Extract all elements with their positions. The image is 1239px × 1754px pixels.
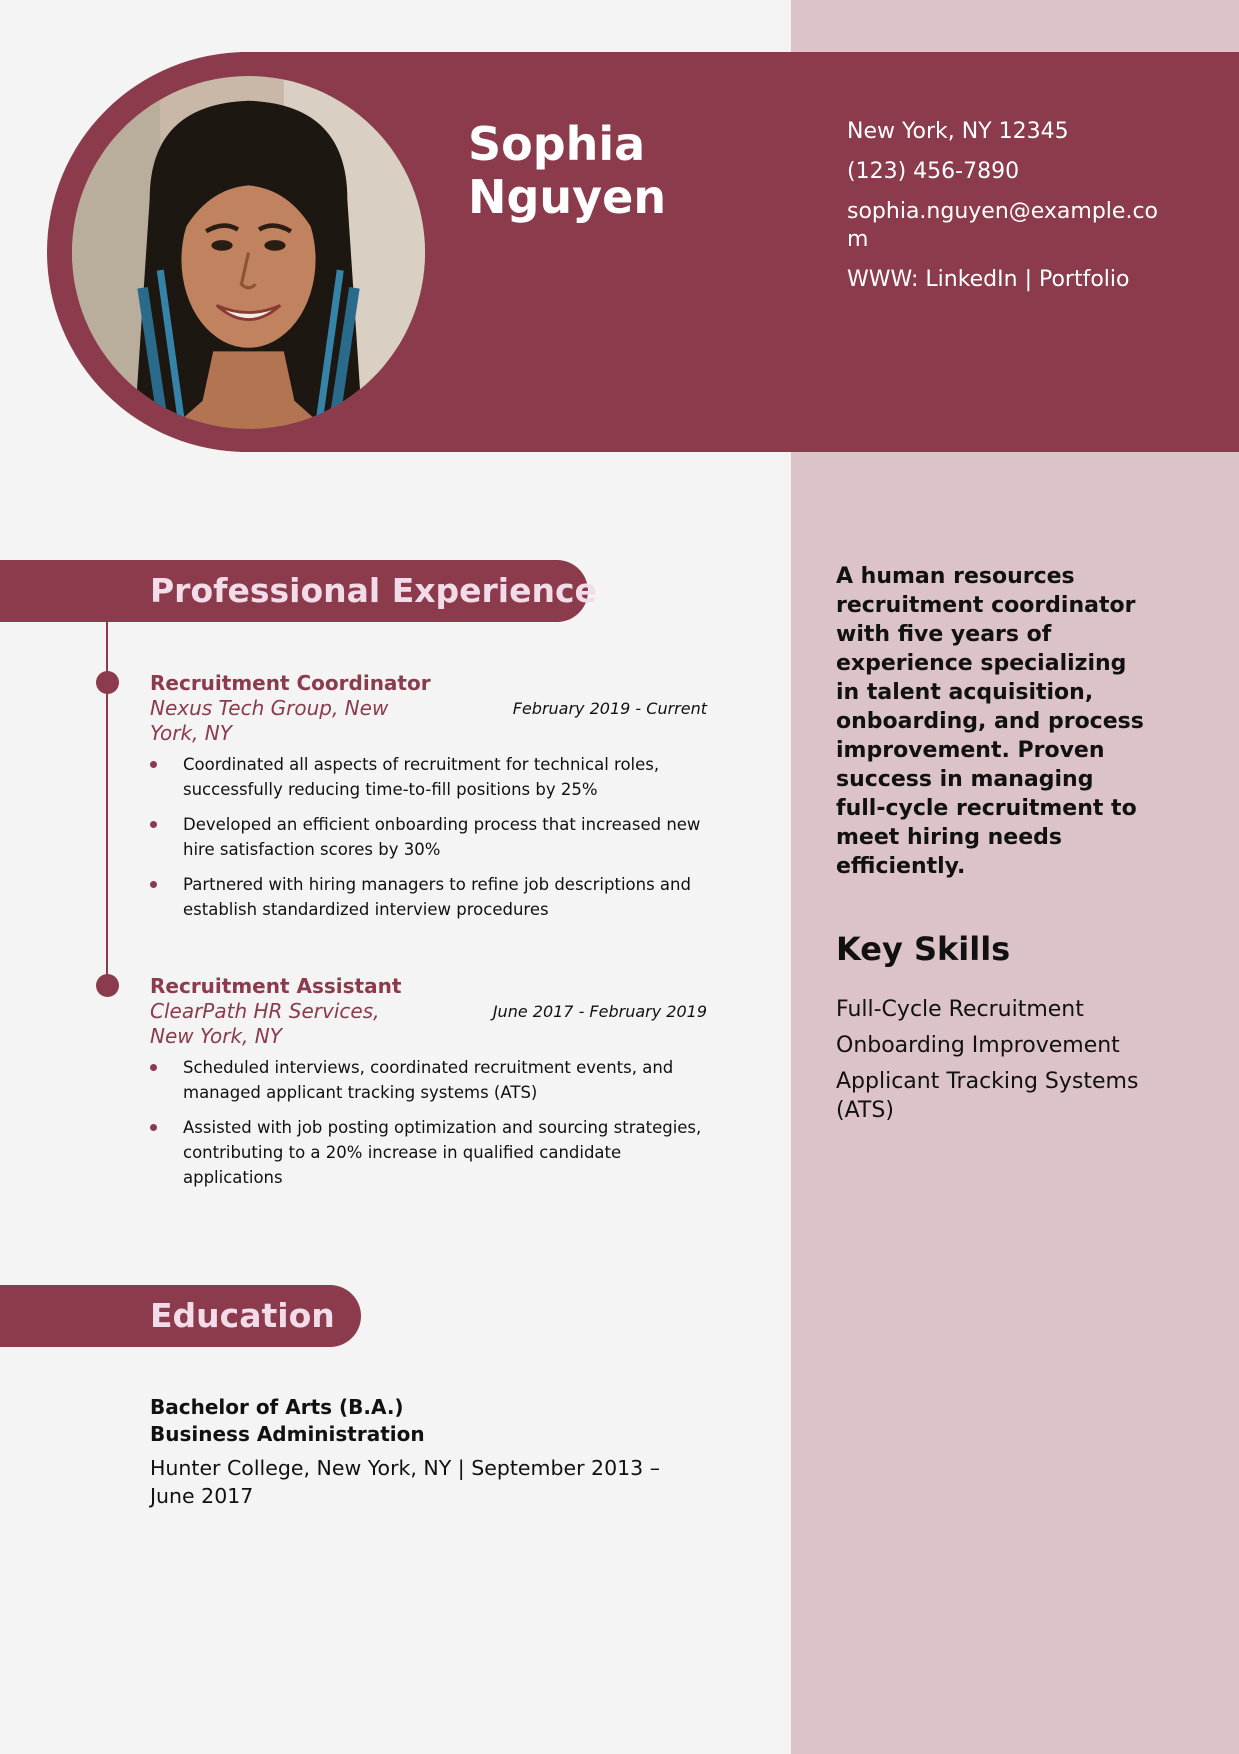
job-entry	[150, 973, 710, 1200]
contact-email[interactable]: sophia.nguyen@example.com	[847, 199, 1159, 252]
experience-heading: Professional Experience	[150, 571, 597, 610]
skills-heading: Key Skills	[836, 930, 1011, 968]
job-dates: June 2017 - February 2019	[492, 1002, 707, 1021]
job-dates: February 2019 - Current	[512, 699, 707, 718]
job-title: Recruitment Assistant	[150, 974, 402, 998]
job-company: Nexus Tech Group, New York, NY	[150, 696, 389, 745]
job-bullets	[150, 1055, 710, 1190]
professional-summary: A human resources recruitment coordinator with five years of experience specializing in talent acquisition, onboarding, and process improvement. Proven success in managing full-cycle recruitment to meet hiring needs efficiently.	[836, 564, 1144, 879]
degree-title: Bachelor of Arts (B.A.)	[150, 1395, 404, 1419]
contact-web-links[interactable]: WWW: LinkedIn | Portfolio	[847, 267, 1130, 292]
first-name: Sophia	[468, 117, 646, 171]
bullet-icon	[150, 821, 157, 828]
job-company: ClearPath HR Services, New York, NY	[150, 999, 380, 1048]
experience-heading-pill	[0, 560, 597, 622]
skill-item: Onboarding Improvement	[836, 1033, 1120, 1058]
education-entry	[150, 1394, 690, 1510]
job-bullet: Coordinated all aspects of recruitment for technical roles, successfully reducing time-to-fill positions by 25%	[150, 752, 710, 802]
last-name: Nguyen	[468, 170, 667, 224]
bullet-icon	[150, 1124, 157, 1131]
bullet-icon	[150, 881, 157, 888]
school-info: Hunter College, New York, NY | September 2013 – June 2017	[150, 1456, 660, 1508]
candidate-name	[468, 118, 768, 224]
portrait-photo	[72, 76, 425, 429]
education-heading: Education	[150, 1296, 335, 1335]
education-heading-pill	[0, 1285, 361, 1347]
job-title: Recruitment Coordinator	[150, 671, 431, 695]
contact-address: New York, NY 12345	[847, 119, 1069, 144]
skill-item: Full-Cycle Recruitment	[836, 997, 1084, 1022]
job-entry	[150, 670, 710, 932]
timeline-dot	[96, 671, 119, 694]
degree-field: Business Administration	[150, 1422, 425, 1446]
contact-info	[847, 118, 1162, 306]
job-bullet: Assisted with job posting optimization and sourcing strategies, contributing to a 20% increase in qualified candidate applications	[150, 1115, 710, 1190]
job-bullets	[150, 752, 710, 922]
contact-phone: (123) 456-7890	[847, 159, 1020, 184]
skills-list	[836, 995, 1166, 1132]
timeline-dot	[96, 974, 119, 997]
job-bullet: Partnered with hiring managers to refine job descriptions and establish standardized interview procedures	[150, 872, 710, 922]
bullet-icon	[150, 761, 157, 768]
skill-item: Applicant Tracking Systems (ATS)	[836, 1069, 1139, 1123]
job-bullet: Scheduled interviews, coordinated recruitment events, and managed applicant tracking systems (ATS)	[150, 1055, 710, 1105]
job-bullet: Developed an efficient onboarding process that increased new hire satisfaction scores by 30%	[150, 812, 710, 862]
bullet-icon	[150, 1064, 157, 1071]
